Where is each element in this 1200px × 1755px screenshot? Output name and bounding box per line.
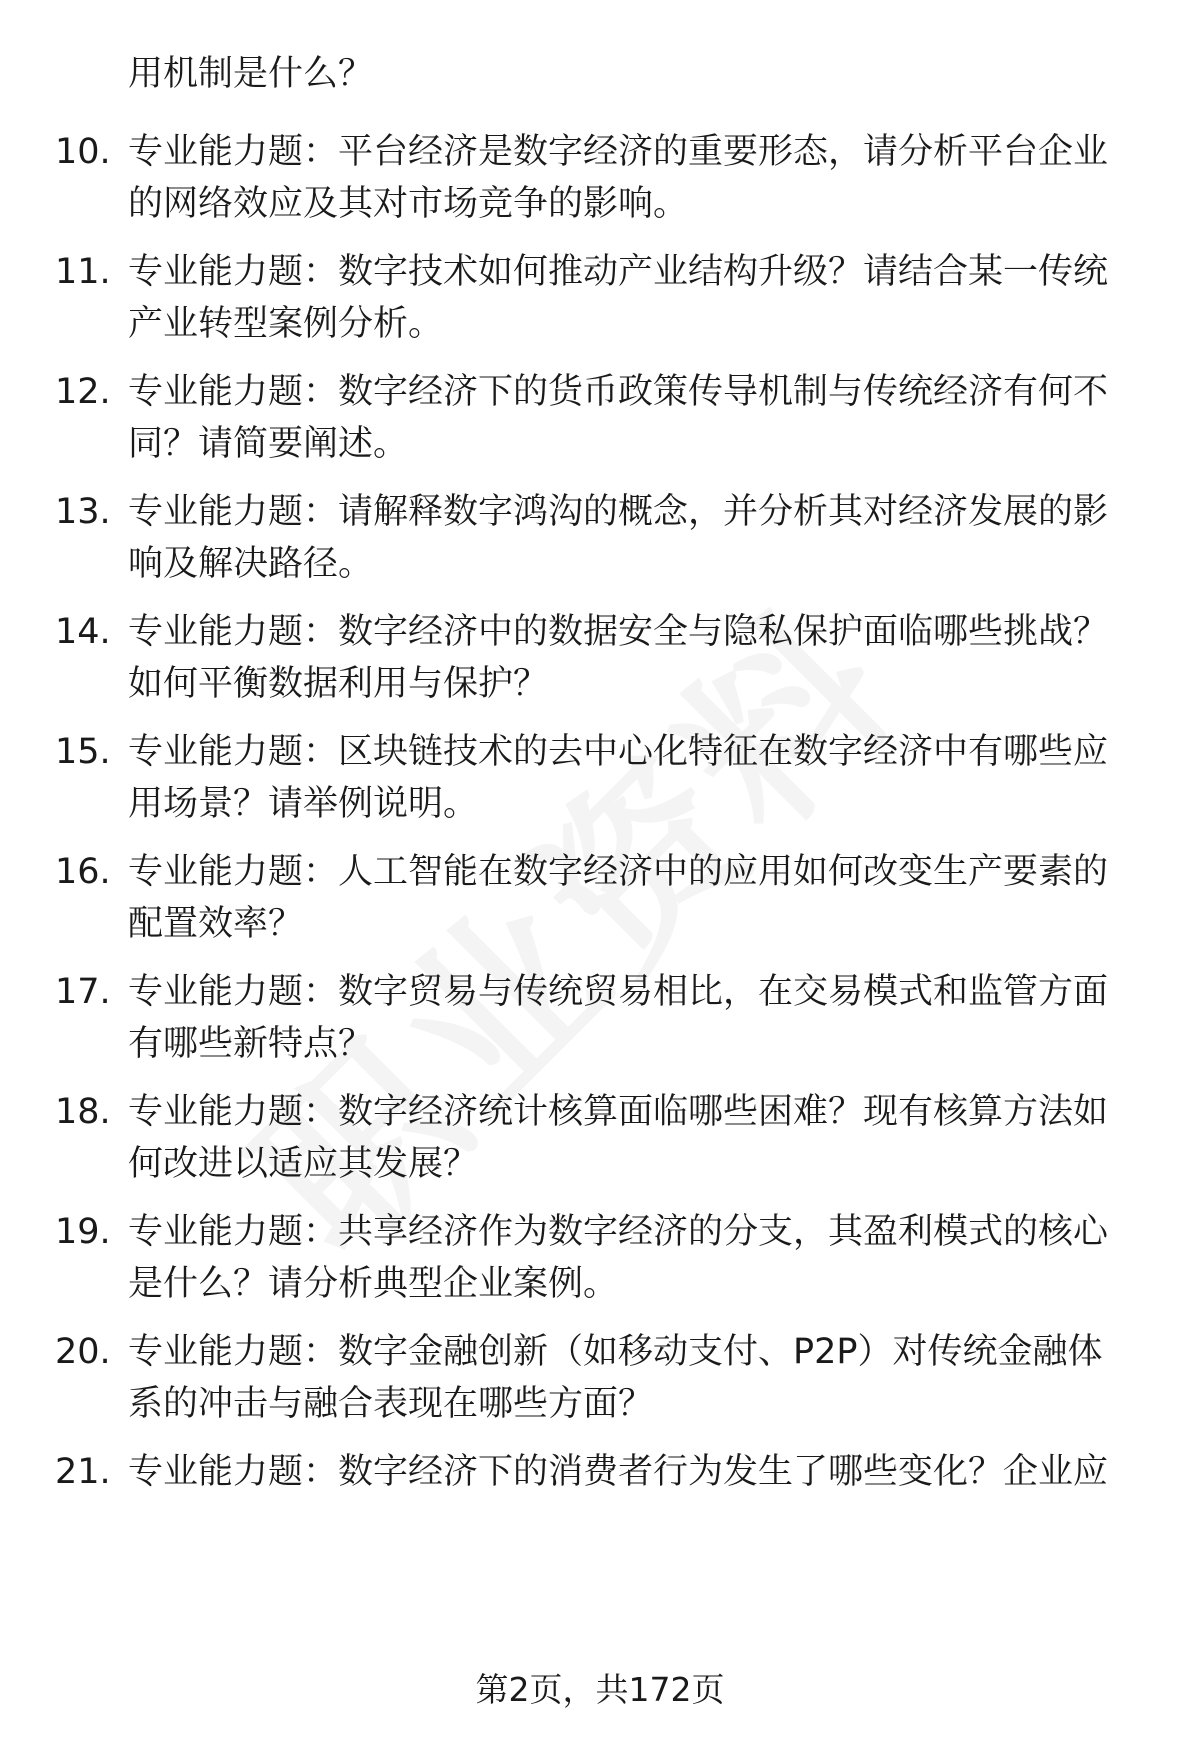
question-text-line1: 专业能力题：数字金融创新（如移动支付、P2P）对传统金融体 — [128, 1332, 1103, 1372]
question-number: 21. — [55, 1452, 111, 1492]
question-number: 13. — [55, 492, 111, 532]
question-number: 12. — [55, 372, 111, 412]
question-text-line1: 专业能力题：数字贸易与传统贸易相比，在交易模式和监管方面 — [128, 972, 1109, 1012]
question-number: 15. — [55, 732, 111, 772]
question-number: 11. — [55, 252, 111, 292]
question-number: 18. — [55, 1092, 111, 1132]
question-text-line1: 专业能力题：人工智能在数字经济中的应用如何改变生产要素的 — [128, 852, 1109, 892]
question-text-line1: 专业能力题：数字技术如何推动产业结构升级？请结合某一传统 — [128, 252, 1109, 292]
question-text-line2: 响及解决路径。 — [128, 544, 374, 584]
question-number: 14. — [55, 612, 111, 652]
question-text-line1: 专业能力题：数字经济下的货币政策传导机制与传统经济有何不 — [128, 372, 1109, 412]
question-text-line1: 专业能力题：区块链技术的去中心化特征在数字经济中有哪些应 — [128, 732, 1109, 772]
question-text-line2: 配置效率？ — [128, 904, 304, 944]
question-text-line2: 的网络效应及其对市场竞争的影响。 — [128, 184, 689, 224]
question-text-line2: 是什么？请分析典型企业案例。 — [128, 1264, 619, 1304]
question-text-line2: 用场景？请举例说明。 — [128, 784, 479, 824]
question-number: 20. — [55, 1332, 111, 1372]
question-number: 10. — [55, 132, 111, 172]
question-text-line2: 同？请简要阐述。 — [128, 424, 409, 464]
question-text-line1: 专业能力题：数字经济统计核算面临哪些困难？现有核算方法如 — [128, 1092, 1109, 1132]
question-number: 16. — [55, 852, 111, 892]
question-text-line2: 系的冲击与融合表现在哪些方面？ — [128, 1384, 654, 1424]
question-text-line1: 专业能力题：共享经济作为数字经济的分支，其盈利模式的核心 — [128, 1212, 1109, 1252]
question-number: 17. — [55, 972, 111, 1012]
question-text-line1: 专业能力题：请解释数字鸿沟的概念，并分析其对经济发展的影 — [128, 492, 1109, 532]
question-text-line2: 有哪些新特点？ — [128, 1024, 374, 1064]
question-text-line2: 产业转型案例分析。 — [128, 304, 444, 344]
continuation-text: 用机制是什么？ — [128, 54, 374, 94]
question-text-line2: 如何平衡数据利用与保护？ — [128, 664, 549, 704]
question-text-line1: 专业能力题：数字经济中的数据安全与隐私保护面临哪些挑战？ — [128, 612, 1109, 652]
page-footer: 第2页，共172页 — [475, 1670, 725, 1709]
question-text-line1: 专业能力题：平台经济是数字经济的重要形态，请分析平台企业 — [128, 132, 1109, 172]
question-text-line2: 何改进以适应其发展？ — [128, 1144, 479, 1184]
question-number: 19. — [55, 1212, 111, 1252]
question-text-line1: 专业能力题：数字经济下的消费者行为发生了哪些变化？企业应 — [128, 1452, 1109, 1492]
